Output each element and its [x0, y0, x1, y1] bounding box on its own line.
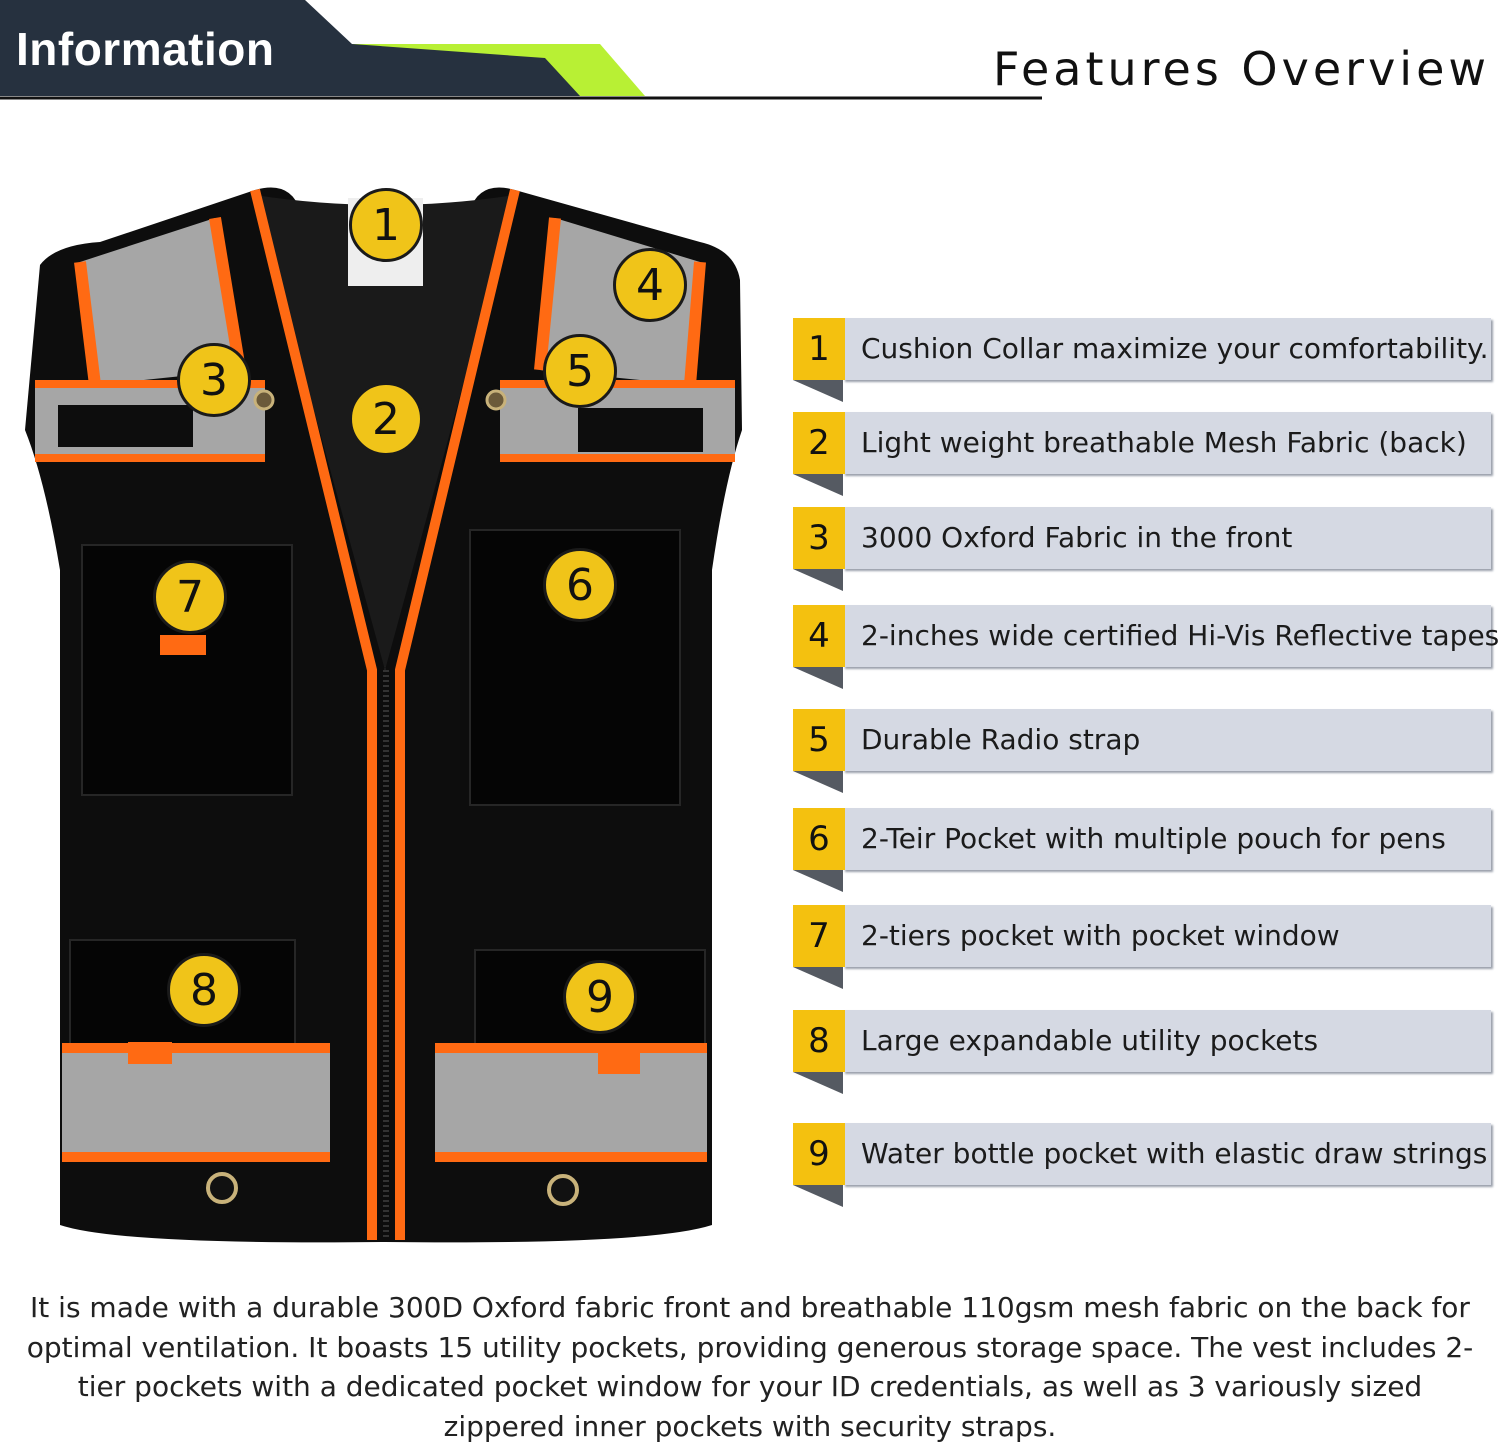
features-overview-title: Features Overview [993, 42, 1490, 96]
feature-number: 3 [793, 507, 845, 569]
feature-fold [793, 967, 843, 989]
feature-number: 5 [793, 709, 845, 771]
feature-fold [793, 1072, 843, 1094]
vest-marker-3: 3 [177, 343, 251, 417]
vest-marker-6: 6 [543, 548, 617, 622]
feature-label: Light weight breathable Mesh Fabric (back) [861, 426, 1467, 459]
vest-marker-4: 4 [613, 248, 687, 322]
feature-fold [793, 380, 843, 402]
feature-fold [793, 1185, 843, 1207]
feature-item-7 [793, 905, 1493, 995]
feature-item-9 [793, 1123, 1493, 1213]
feature-item-6 [793, 808, 1493, 898]
feature-label: 3000 Oxford Fabric in the front [861, 521, 1293, 554]
feature-item-8 [793, 1010, 1493, 1100]
feature-number: 7 [793, 905, 845, 967]
information-title: Information [16, 23, 275, 75]
feature-number: 4 [793, 605, 845, 667]
feature-number: 2 [793, 412, 845, 474]
feature-item-1 [793, 318, 1493, 408]
vest-marker-5: 5 [543, 334, 617, 408]
feature-number: 6 [793, 808, 845, 870]
feature-fold [793, 474, 843, 496]
feature-label: Water bottle pocket with elastic draw strings [861, 1137, 1488, 1170]
feature-label: 2-tiers pocket with pocket window [861, 919, 1340, 952]
feature-fold [793, 569, 843, 591]
feature-label: Cushion Collar maximize your comfortability. [861, 332, 1489, 365]
feature-number: 1 [793, 318, 845, 380]
feature-item-2 [793, 412, 1493, 502]
vest-marker-1: 1 [349, 188, 423, 262]
feature-number: 8 [793, 1010, 845, 1072]
feature-fold [793, 870, 843, 892]
feature-label: 2-Teir Pocket with multiple pouch for pens [861, 822, 1446, 855]
feature-item-4 [793, 605, 1500, 695]
vest-marker-9: 9 [563, 960, 637, 1034]
header [0, 0, 1500, 110]
product-description: It is made with a durable 300D Oxford fabric front and breathable 110gsm mesh fabric on the back for optimal ventilation. It boasts 15 utility pockets, providing generous storage space. The vest includes 2-tier pockets with a dedicated pocket window for your ID credentials, as well as 3 variously sized zippered inner pockets with security straps. [26, 1291, 1474, 1443]
feature-item-3 [793, 507, 1493, 597]
feature-number: 9 [793, 1123, 845, 1185]
vest-marker-7: 7 [153, 560, 227, 634]
feature-label: Durable Radio strap [861, 723, 1141, 756]
feature-fold [793, 667, 843, 689]
feature-label: 2-inches wide certified Hi-Vis Reflective tapes [861, 619, 1500, 652]
vest-marker-2: 2 [349, 382, 423, 456]
feature-label: Large expandable utility pockets [861, 1024, 1319, 1057]
feature-item-5 [793, 709, 1493, 799]
feature-fold [793, 771, 843, 793]
vest-marker-8: 8 [167, 953, 241, 1027]
vest-image [0, 150, 760, 1260]
